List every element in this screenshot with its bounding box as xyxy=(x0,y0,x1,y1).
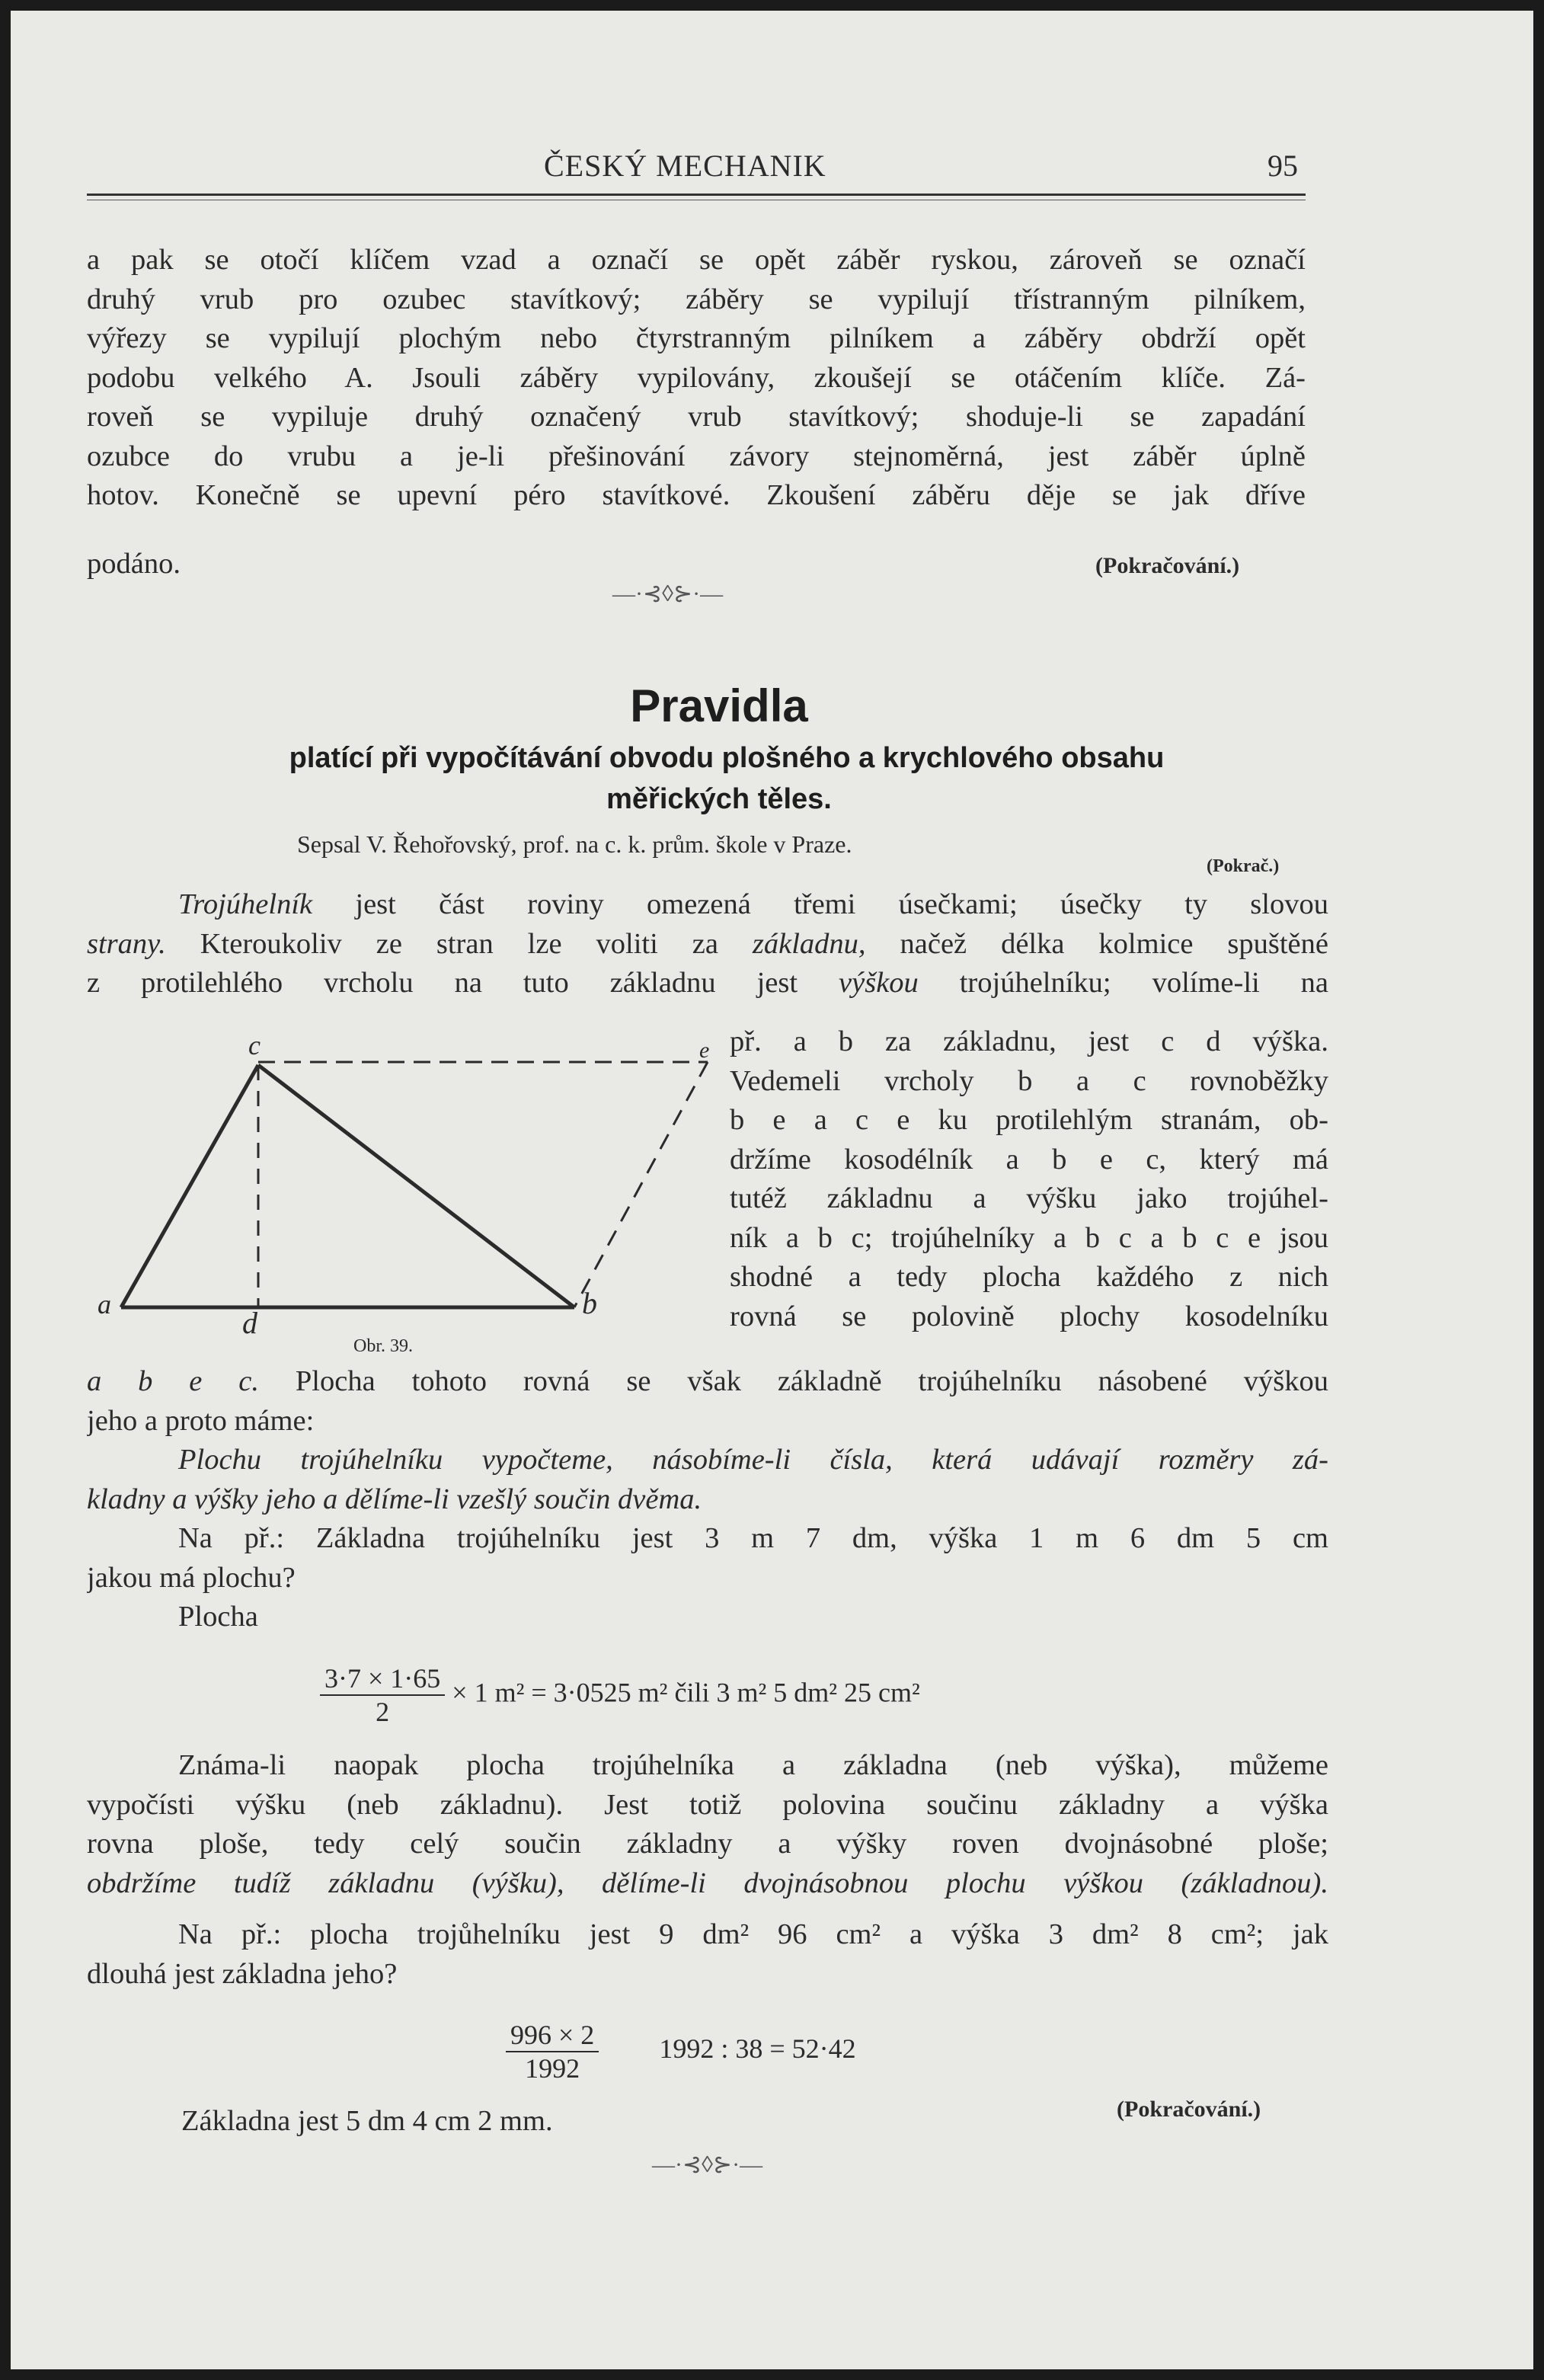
text-line: Na př.: plocha trojůhelníku jest 9 dm² 96 cm² a výška 3 dm² 8 cm²; jak xyxy=(178,1918,1328,1950)
text-line: druhý vrub pro ozubec stavítkový; záběry se vypilují třístranným pilníkem, xyxy=(87,283,1306,315)
text-line: podobu velkého A. Jsouli záběry vypilovány, zkoušejí se otáčením klíče. Zá- xyxy=(87,361,1306,394)
text-line: ník a b c; trojúhelníky a b c a b c e jsou xyxy=(730,1221,1328,1254)
final-result: Základna jest 5 dm 4 cm 2 mm. xyxy=(181,2105,553,2137)
text-line: jeho a proto máme: xyxy=(87,1404,315,1437)
page-number: 95 xyxy=(1267,149,1298,183)
ornament-divider-bottom: —·⊰◊⊱·— xyxy=(652,2152,763,2177)
after-figure-paragraph xyxy=(87,1362,1328,1637)
height-paragraph xyxy=(87,1746,1328,1903)
text-segment: trojúhelníku; volíme-li na xyxy=(918,967,1328,999)
figure-39-triangle xyxy=(87,1032,727,1359)
example2-paragraph xyxy=(87,1915,1328,1994)
text-line xyxy=(87,964,1328,1003)
text-segment: Plocha tohoto rovná se však základně trojúhelníku násobené výškou xyxy=(259,1365,1328,1397)
term-trojuhelnik: Trojúhelník xyxy=(178,888,313,920)
formula-result: × 1 m² = 3·0525 m² čili 3 m² 5 dm² 25 cm² xyxy=(452,1677,920,1708)
formula2-area xyxy=(506,2019,856,2084)
text-line xyxy=(87,885,1328,925)
label-d: d xyxy=(242,1306,257,1340)
side-ac xyxy=(121,1065,258,1307)
text-line: rovná se polovině plochy kosodelníku xyxy=(730,1300,1328,1332)
fraction-denominator: 1992 xyxy=(525,2053,580,2084)
figure-caption: Obr. 39. xyxy=(353,1336,413,1356)
text-line: vypočísti výšku (neb základnu). Jest totiž polovina součinu základny a výška xyxy=(87,1788,1328,1821)
fraction-numerator: 3·7 × 1·65 xyxy=(320,1662,445,1696)
text-segment: načež délka kolmice spuštěné xyxy=(865,927,1328,960)
article-subtitle-line1: platící při vypočítávání obvodu plošného a krychlového obsahu xyxy=(289,742,1165,774)
parallel-be xyxy=(574,1062,708,1307)
text-line xyxy=(87,925,1328,964)
section1-last-line: podáno. xyxy=(87,548,181,580)
label-b: b xyxy=(582,1286,597,1320)
fraction xyxy=(320,1662,445,1728)
text-segment: z protilehlého vrcholu na tuto základnu jest xyxy=(87,967,839,999)
text-line: držíme kosodélník a b e c, který má xyxy=(730,1143,1328,1176)
text-line: rovna ploše, tedy celý součin základny a výšky roven dvojnásobné ploše; xyxy=(87,1828,1328,1860)
article-byline: Sepsal V. Řehořovský, prof. na c. k. prům. škole v Praze. xyxy=(297,830,852,858)
text-line: př. a b za základnu, jest c d výška. xyxy=(730,1025,1328,1057)
fraction xyxy=(506,2019,599,2084)
text-line: tutéž základnu a výšku jako trojúhel- xyxy=(730,1182,1328,1214)
text-line: výřezy se vypilují plochým nebo čtyrstranným pilníkem a záběry obdrží opět xyxy=(87,322,1306,354)
text-line xyxy=(87,1362,1328,1402)
term-abec: a b e c. xyxy=(87,1365,259,1397)
triangle-paragraph xyxy=(87,885,1328,1003)
text-line: shodné a tedy plocha každého z nich xyxy=(730,1261,1328,1293)
formula-area xyxy=(320,1662,920,1728)
section1-paragraph xyxy=(87,241,1306,516)
text-line: b e a c e ku protilehlým stranám, ob- xyxy=(730,1104,1328,1136)
text-line: ozubce do vrubu a je-li přešinování závory stejnoměrná, jest záběr úplně xyxy=(87,440,1306,472)
side-bc xyxy=(258,1065,574,1307)
text-line: roveň se vypiluje druhý označený vrub stavítkový; shoduje-li se zapadání xyxy=(87,401,1306,433)
ornament-divider: —·⊰◊⊱·— xyxy=(612,581,724,606)
label-c: c xyxy=(248,1032,261,1060)
text-line: Plocha xyxy=(178,1601,258,1633)
header-rule xyxy=(87,194,1306,196)
text-line: dlouhá jest základna jeho? xyxy=(87,1957,398,1990)
text-segment: jest část roviny omezená třemi úsečkami; úsečky ty slovou xyxy=(312,888,1328,920)
figure-side-text xyxy=(730,1022,1328,1336)
text-line: hotov. Konečně se upevní péro stavítkové. Zkoušení záběru děje se jak dříve xyxy=(87,479,1306,511)
continued-note-final: (Pokračování.) xyxy=(1117,2097,1261,2122)
term-strany: strany. xyxy=(87,927,166,960)
fraction-numerator: 996 × 2 xyxy=(506,2019,599,2052)
text-line: Na př.: Základna trojúhelníku jest 3 m 7 dm, výška 1 m 6 dm 5 cm xyxy=(178,1522,1328,1554)
continued-mark: (Pokrač.) xyxy=(1207,856,1280,876)
text-line: a pak se otočí klíčem vzad a označí se opět záběr ryskou, zároveň se označí xyxy=(87,244,1306,276)
article-subtitle-line2: měřických těles. xyxy=(606,783,832,815)
journal-title: ČESKÝ MECHANIK xyxy=(544,149,826,183)
article-title: Pravidla xyxy=(630,680,808,731)
text-line: Známa-li naopak plocha trojúhelníka a základna (neb výška), můžeme xyxy=(178,1749,1328,1781)
division-result: 1992 : 38 = 52·42 xyxy=(659,2033,856,2065)
term-zakladnu: základnu, xyxy=(752,927,866,960)
fraction-denominator: 2 xyxy=(376,1697,390,1727)
text-segment: Kteroukoliv ze stran lze voliti za xyxy=(165,927,753,960)
text-line: Vedemeli vrcholy b a c rovnoběžky xyxy=(730,1064,1328,1097)
continued-note: (Pokračování.) xyxy=(1095,553,1240,578)
rule-text-line: obdržíme tudíž základnu (výšku), dělíme-li dvojnásobnou plochu výškou (základnou). xyxy=(87,1867,1328,1899)
label-a: a xyxy=(97,1289,111,1320)
text-line: jakou má plochu? xyxy=(87,1561,296,1594)
rule-text-line: Plochu trojúhelníku vypočteme, násobíme-li čísla, která udávají rozměry zá- xyxy=(178,1444,1328,1476)
term-vyskou: výškou xyxy=(839,967,919,999)
label-e: e xyxy=(699,1038,710,1063)
scanned-page xyxy=(11,11,1533,2369)
rule-text-line: kladny a výšky jeho a dělíme-li vzešlý součin dvěma. xyxy=(87,1483,702,1515)
